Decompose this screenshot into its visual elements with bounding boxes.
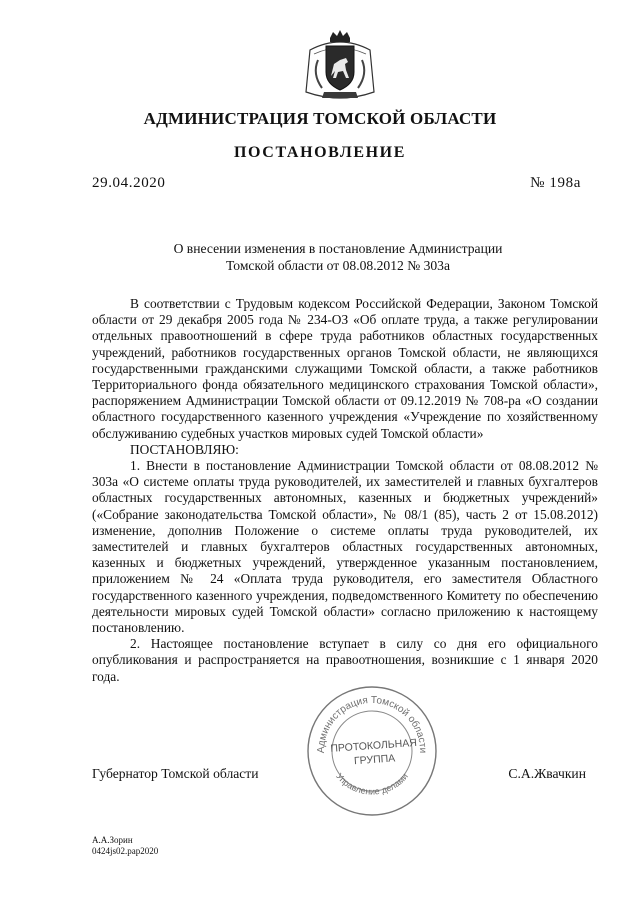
document-type: ПОСТАНОВЛЕНИЕ <box>234 144 406 161</box>
signatory-title: Губернатор Томской области <box>92 766 259 781</box>
subject-line: Томской области от 08.08.2012 № 303а <box>226 258 450 273</box>
official-stamp <box>304 683 440 819</box>
executor-name: А.А.Зорин <box>92 835 133 845</box>
stamp-ring-bottom-text: Управление делами <box>334 771 410 797</box>
coat-of-arms-emblem <box>300 30 380 108</box>
document-date: 29.04.2020 <box>92 175 166 191</box>
item-paragraph-1: 1. Внести в постановление Администрации Томской области от 08.08.2012 № 303а «О системе оплаты труда руководителей, их заместителей и главных бухгалтеров областных государственных автономных, казенных и бюджетных учреждений» («Собрание законодательства Томской области», № 08/1 (85), часть 2 от 15.08.2012) изменение, дополнив Положение о системе оплаты труда руководителей, их заместителей и главных бухгалтеров областных государственных автономных, казенных и бюджетных учреждений, утвержденное указанным постановлением, приложением № 24 «Оплата труда руководителя, его заместителя Областного государственного казенного учреждения, подведомственного Комитету по обеспечению деятельности мировых судей Томской области» согласно приложению к настоящему постановлению. <box>92 458 598 636</box>
stamp-ring-top-text: Администрация Томской области <box>315 694 429 754</box>
item-paragraph-2: 2. Настоящее постановление вступает в силу со дня его официального опубликования и распространяется на правоотношения, возникшие с 1 января 2020 года. <box>92 636 598 684</box>
executor-file-ref: 0424js02.pap2020 <box>92 846 159 856</box>
signatory-name: С.А.Жвачкин <box>508 766 586 781</box>
preamble-paragraph: В соответствии с Трудовым кодексом Российской Федерации, Законом Томской области от 29 декабря 2005 года № 234-ОЗ «Об оплате труда, а также регулировании отдельных правоотношений в сфере труда работников областных государственных учреждений, работников государственных органов Томской области, не являющихся государственными гражданскими служащими Томской области, а также работников Территориального фонда обязательного медицинского страхования Томской области», распоряжением Администрации Томской области от 09.12.2019 № 708-ра «О создании областного государственного казенного учреждения «Учреждение по хозяйственному обслуживанию судебных участков мировых судей Томской области» <box>92 296 598 441</box>
organization-title: АДМИНИСТРАЦИЯ ТОМСКОЙ ОБЛАСТИ <box>143 109 497 128</box>
executor-info <box>92 835 158 857</box>
document-body <box>92 296 598 685</box>
decree-word: ПОСТАНОВЛЯЮ: <box>130 441 239 457</box>
document-subject <box>0 240 640 274</box>
document-number: № 198а <box>530 175 581 191</box>
subject-line: О внесении изменения в постановление Администрации <box>173 241 503 256</box>
stamp-center-line-2: ГРУППА <box>353 752 396 768</box>
stamp-center-line-1: ПРОТОКОЛЬНАЯ <box>330 736 418 755</box>
